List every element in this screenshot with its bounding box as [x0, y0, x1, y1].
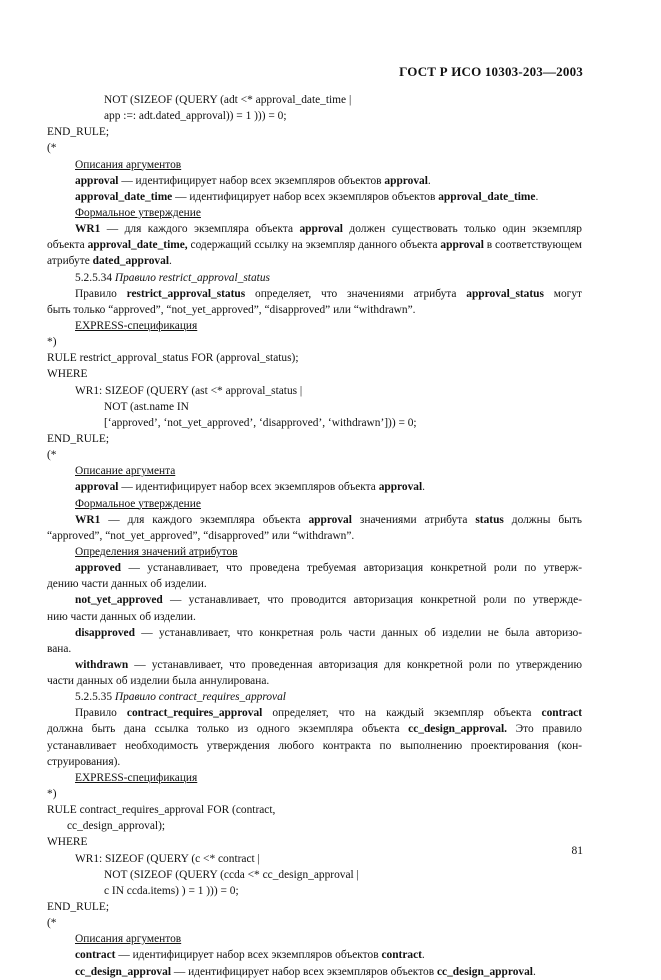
term: approved	[75, 562, 121, 575]
text-line	[47, 802, 582, 818]
line-text: должен существовать только один экземпляр	[342, 223, 582, 236]
term: approval	[75, 174, 119, 187]
term: cc_design_approval	[436, 965, 533, 978]
line-text: NOT (ast.name IN	[104, 400, 189, 413]
term: cc_design_approval.	[408, 723, 507, 736]
text-line	[47, 383, 582, 399]
term: approval_date_time	[438, 190, 536, 203]
line-text: WR1: SIZEOF (QUERY (c <* contract |	[75, 852, 260, 865]
line-text: .	[532, 965, 536, 978]
term: dated_approval	[92, 255, 169, 268]
term: contract	[75, 949, 116, 962]
line-text: NOT (SIZEOF (QUERY (ccda <* cc_design_approval |	[104, 868, 359, 881]
line-text: cc_design_approval);	[67, 820, 166, 833]
rule-title: Правило contract_requires_approval	[114, 691, 286, 704]
line-text: .	[168, 255, 172, 268]
text-line	[47, 270, 582, 286]
text-line	[47, 883, 582, 899]
text-line	[47, 834, 582, 850]
term: contract_requires_approval	[126, 707, 263, 720]
line-text: — устанавливает, что проводится авторизация конкретной роли по утвержде-	[162, 594, 582, 607]
line-text: струирования).	[47, 755, 121, 768]
section-heading	[47, 770, 582, 786]
section-heading	[47, 157, 582, 173]
line-text: [‘approved’, ‘not_yet_approved’, ‘disapproved’, ‘withdrawn’])) = 0;	[104, 416, 417, 429]
line-text: Формальное утверждение	[75, 497, 201, 510]
term: approval_date_time	[75, 190, 173, 203]
text-line	[47, 173, 582, 189]
term: approval	[378, 481, 423, 494]
text-line	[47, 721, 582, 737]
text-line	[47, 479, 582, 495]
text-line	[47, 657, 582, 673]
text-line	[47, 512, 582, 528]
text-line	[47, 673, 582, 689]
line-text: END_RULE;	[47, 901, 110, 914]
text-line	[47, 237, 582, 253]
term: contract	[541, 707, 582, 720]
line-text: значениями атрибута	[351, 513, 476, 526]
text-line	[47, 253, 582, 269]
section-heading	[47, 205, 582, 221]
line-text: — для каждого экземпляра объекта	[100, 513, 309, 526]
line-text: Правило	[75, 287, 127, 300]
rule-title: Правило restrict_approval_status	[114, 271, 270, 284]
text-line	[47, 140, 582, 156]
term: approval	[384, 174, 428, 187]
text-line	[47, 818, 582, 834]
section-heading	[47, 931, 582, 947]
line-text: Это правило	[507, 723, 582, 736]
term: disapproved	[75, 626, 135, 639]
text-line	[47, 609, 582, 625]
line-text: “approved”, “not_yet_approved”, “disapproved” или “withdrawn”.	[47, 529, 355, 542]
text-line	[47, 947, 582, 963]
text-line	[47, 189, 582, 205]
line-text: могут	[543, 287, 582, 300]
line-text: *)	[47, 336, 57, 349]
line-text: *)	[47, 788, 57, 801]
term: cc_design_approval	[75, 965, 171, 978]
text-line	[47, 964, 582, 980]
line-text: app :=: adt.dated_approval)) = 1 ))) = 0;	[104, 110, 287, 123]
line-text: 5.2.5.34	[75, 271, 115, 284]
line-text: c IN ccda.items) ) = 1 ))) = 0;	[104, 884, 239, 897]
text-line	[47, 851, 582, 867]
section-heading	[47, 463, 582, 479]
text-line	[47, 124, 582, 140]
line-text: 5.2.5.35	[75, 691, 115, 704]
term: contract	[381, 949, 422, 962]
text-line	[47, 221, 582, 237]
section-heading	[47, 318, 582, 334]
line-text: EXPRESS-спецификация	[75, 319, 198, 332]
text-line	[47, 431, 582, 447]
line-text: Правило	[75, 707, 127, 720]
line-text: — идентифицирует набор всех экземпляров объектов	[172, 190, 439, 203]
line-text: атрибуте	[47, 255, 93, 268]
text-line	[47, 415, 582, 431]
line-text: Определения значений атрибутов	[75, 545, 238, 558]
section-heading	[47, 544, 582, 560]
text-line	[47, 625, 582, 641]
term: approval	[75, 481, 119, 494]
term: status	[475, 513, 504, 526]
line-text: END_RULE;	[47, 432, 110, 445]
line-text: (*	[47, 917, 57, 930]
line-text: в соответствующем	[483, 239, 582, 252]
line-text: Формальное утверждение	[75, 206, 201, 219]
term: withdrawn	[75, 658, 129, 671]
line-text: Описания аргументов	[75, 933, 182, 946]
line-text: нию части данных об изделии.	[47, 610, 196, 623]
term: WR1	[75, 513, 101, 526]
text-line	[47, 334, 582, 350]
text-line	[47, 689, 582, 705]
text-line	[47, 754, 582, 770]
text-line	[47, 447, 582, 463]
line-text: объекта	[47, 239, 88, 252]
term: WR1	[75, 223, 101, 236]
text-line	[47, 92, 582, 108]
term: not_yet_approved	[75, 594, 163, 607]
line-text: .	[421, 949, 425, 962]
section-heading	[47, 496, 582, 512]
term: approval_date_time,	[87, 239, 188, 252]
line-text: RULE restrict_approval_status FOR (approval_status);	[47, 352, 299, 365]
text-line	[47, 528, 582, 544]
page-number: 81	[571, 845, 583, 857]
text-line	[47, 350, 582, 366]
line-text: Описания аргументов	[75, 158, 182, 171]
line-text: NOT (SIZEOF (QUERY (adt <* approval_date_time |	[104, 94, 352, 106]
text-line	[47, 738, 582, 754]
line-text: дению части данных об изделии.	[47, 578, 207, 591]
line-text: .	[422, 481, 426, 494]
line-text: — идентифицирует набор всех экземпляров объектов	[171, 965, 437, 978]
term: approval_status	[466, 287, 544, 300]
line-text: — устанавливает, что проведенная авторизация для конкретной роли по утверждению	[128, 658, 582, 671]
text-line	[47, 915, 582, 931]
text-line	[47, 592, 582, 608]
line-text: — для каждого экземпляра объекта	[100, 223, 300, 236]
text-line	[47, 108, 582, 124]
line-text: .	[427, 174, 431, 187]
term: approval	[440, 239, 484, 252]
text-line	[47, 399, 582, 415]
line-text: устанавливает необходимость утверждения любого контракта по выполнению проектирования (кон-	[47, 739, 582, 752]
line-text: определяет, что на каждый экземпляр объекта	[262, 707, 542, 720]
term: approval	[308, 513, 352, 526]
text-line	[47, 560, 582, 576]
line-text: — идентифицирует набор всех экземпляров объектов	[118, 174, 385, 187]
document-header: ГОСТ Р ИСО 10303-203—2003	[399, 64, 583, 79]
line-text: — устанавливает, что конкретная роль части данных об изделии не была авторизо-	[134, 626, 582, 639]
text-line	[47, 302, 582, 318]
text-line	[47, 786, 582, 802]
term: approval	[299, 223, 343, 236]
line-text: должна быть дана ссылка только из одного экземпляра объекта	[47, 723, 409, 736]
line-text: (*	[47, 142, 57, 155]
line-text: EXPRESS-спецификация	[75, 771, 198, 784]
line-text: RULE contract_requires_approval FOR (contract,	[47, 804, 276, 817]
line-text: быть только “approved”, “not_yet_approved”, “disapproved” или “withdrawn”.	[47, 303, 416, 316]
line-text: должны быть	[503, 513, 582, 526]
line-text: WHERE	[47, 836, 88, 849]
line-text: вана.	[47, 642, 72, 655]
line-text: — идентифицирует набор всех экземпляров объекта	[118, 481, 379, 494]
document-body	[47, 92, 582, 980]
term: restrict_approval_status	[126, 287, 246, 300]
line-text: END_RULE;	[47, 126, 110, 139]
line-text: WR1: SIZEOF (QUERY (ast <* approval_status |	[75, 384, 303, 397]
line-text: Описание аргумента	[75, 465, 176, 478]
line-text: содержащий ссылку на экземпляр данного объекта	[187, 239, 441, 252]
text-line	[47, 705, 582, 721]
text-line	[47, 641, 582, 657]
line-text: определяет, что значениями атрибута	[245, 287, 467, 300]
line-text: .	[535, 190, 539, 203]
text-line	[47, 286, 582, 302]
text-line	[47, 576, 582, 592]
text-line	[47, 366, 582, 382]
line-text: (*	[47, 449, 57, 462]
line-text: — идентифицирует набор всех экземпляров объектов	[115, 949, 382, 962]
line-text: — устанавливает, что проведена требуемая авторизация конкретной роли по утверж-	[121, 562, 582, 575]
text-line	[47, 867, 582, 883]
text-line	[47, 899, 582, 915]
line-text: части данных об изделии была аннулирована.	[47, 675, 270, 688]
line-text: WHERE	[47, 368, 88, 381]
